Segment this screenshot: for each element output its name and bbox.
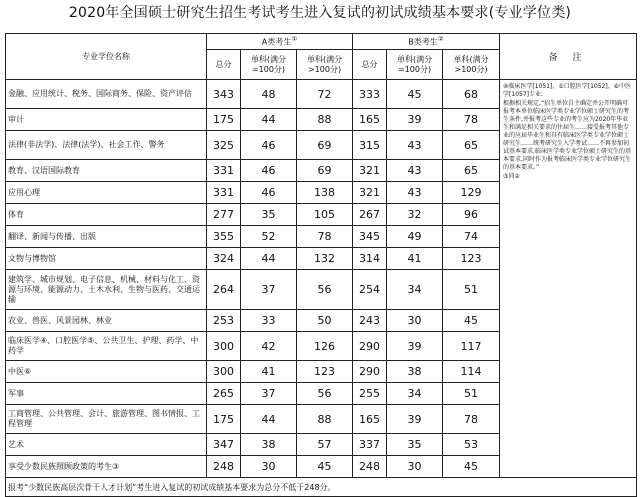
b-total-cell: 165 [353, 405, 387, 434]
a-total-header: 总分 [207, 50, 241, 80]
a-total-cell: 300 [207, 332, 241, 361]
a-total-cell: 347 [207, 434, 241, 456]
group-a-header: A类考生① [207, 34, 353, 50]
b-single-100-cell: 35 [387, 434, 443, 456]
b-single-100-header: 单科(满分=100分) [387, 50, 443, 80]
group-b-header: B类考生② [353, 34, 500, 50]
b-single-100-cell: 32 [387, 204, 443, 226]
b-single-gt100-cell: 78 [443, 109, 500, 131]
b-single-100-cell: 43 [387, 131, 443, 160]
a-total-cell: 300 [207, 361, 241, 383]
a-single-gt100-cell: 138 [297, 182, 353, 204]
subject-cell: 建筑学、城市规划、电子信息、机械、材料与化工、资源与环境、能源动力、土木水利、生物与医药、交通运输 [6, 270, 207, 310]
subject-cell: 艺术 [6, 434, 207, 456]
b-single-gt100-cell: 45 [443, 456, 500, 478]
b-single-100-cell: 43 [387, 182, 443, 204]
b-total-cell: 290 [353, 332, 387, 361]
a-single-100-header: 单科(满分=100分) [241, 50, 297, 80]
a-single-gt100-cell: 69 [297, 160, 353, 182]
a-single-100-cell: 38 [241, 434, 297, 456]
b-total-cell: 314 [353, 248, 387, 270]
subject-cell: 中医⑥ [6, 361, 207, 383]
a-single-gt100-cell: 72 [297, 80, 353, 109]
subject-cell: 享受少数民族照顾政策的考生③ [6, 456, 207, 478]
a-total-cell: 355 [207, 226, 241, 248]
a-total-cell: 265 [207, 383, 241, 405]
b-total-cell: 254 [353, 270, 387, 310]
b-single-gt100-cell: 123 [443, 248, 500, 270]
b-single-gt100-cell: 65 [443, 131, 500, 160]
a-single-100-cell: 33 [241, 310, 297, 332]
subject-cell: 军事 [6, 383, 207, 405]
b-single-100-cell: 30 [387, 456, 443, 478]
a-single-100-cell: 46 [241, 182, 297, 204]
b-single-gt100-cell: 53 [443, 434, 500, 456]
b-single-gt100-cell: 114 [443, 361, 500, 383]
footnote: 报考“少数民族高层次骨干人才计划”考生进入复试的初试成绩基本要求为总分不低于248分。 [6, 478, 637, 497]
a-single-100-cell: 37 [241, 383, 297, 405]
a-single-100-cell: 35 [241, 204, 297, 226]
a-total-cell: 325 [207, 131, 241, 160]
b-single-gt100-cell: 51 [443, 383, 500, 405]
a-single-100-cell: 37 [241, 270, 297, 310]
subject-cell: 翻译、新闻与传播、出版 [6, 226, 207, 248]
b-total-cell: 165 [353, 109, 387, 131]
b-single-gt100-cell: 51 [443, 270, 500, 310]
b-total-cell: 315 [353, 131, 387, 160]
note-line: 根据相关规定,“招生单位自主确定并公开明确可报考本单位临床医学类专业学位硕士研究生的考生条件,并报考这些专业的考生应为2020年毕业生和满足相关要求的往届生……接受报考其他专业的应届毕业生和具有临床医学类专业学位硕士研究生……统考研究生入学考试……不再参加初试基本要求,临床医学类专业学位硕士研究生的基本要求,同时作为报考临床医学类专业学位研究生的基本要求。” [503, 100, 631, 171]
b-total-header: 总分 [353, 50, 387, 80]
b-single-gt100-cell: 96 [443, 204, 500, 226]
b-total-cell: 290 [353, 361, 387, 383]
subject-cell: 教育、汉语国际教育 [6, 160, 207, 182]
a-single-100-cell: 52 [241, 226, 297, 248]
a-total-cell: 264 [207, 270, 241, 310]
b-single-gt100-cell: 68 [443, 80, 500, 109]
a-total-cell: 277 [207, 204, 241, 226]
b-single-gt100-cell: 117 [443, 332, 500, 361]
a-single-gt100-cell: 50 [297, 310, 353, 332]
subject-cell: 体育 [6, 204, 207, 226]
b-single-100-cell: 45 [387, 80, 443, 109]
subject-cell: 农业、兽医、风景园林、林业 [6, 310, 207, 332]
subject-cell: 临床医学④、口腔医学⑤、公共卫生、护理、药学、中药学 [6, 332, 207, 361]
a-total-cell: 324 [207, 248, 241, 270]
subject-cell: 应用心理 [6, 182, 207, 204]
a-single-100-cell: 46 [241, 131, 297, 160]
b-single-100-cell: 39 [387, 405, 443, 434]
footnote-row [6, 478, 637, 497]
b-single-100-cell: 41 [387, 248, 443, 270]
a-total-cell: 248 [207, 456, 241, 478]
b-single-100-cell: 49 [387, 226, 443, 248]
note-line: ③同② [503, 173, 520, 180]
a-single-100-cell: 41 [241, 361, 297, 383]
a-total-cell: 331 [207, 160, 241, 182]
a-total-cell: 175 [207, 405, 241, 434]
b-single-100-cell: 30 [387, 310, 443, 332]
a-total-cell: 175 [207, 109, 241, 131]
a-single-gt100-cell: 88 [297, 405, 353, 434]
a-single-100-cell: 30 [241, 456, 297, 478]
b-single-gt100-cell: 65 [443, 160, 500, 182]
a-single-gt100-cell: 78 [297, 226, 353, 248]
a-single-100-cell: 44 [241, 248, 297, 270]
subject-header: 专业学位名称 [6, 34, 207, 80]
a-single-100-cell: 44 [241, 405, 297, 434]
subject-cell: 文物与博物馆 [6, 248, 207, 270]
a-single-gt100-cell: 123 [297, 361, 353, 383]
b-single-gt100-cell: 129 [443, 182, 500, 204]
b-single-100-cell: 34 [387, 270, 443, 310]
b-total-cell: 345 [353, 226, 387, 248]
a-single-gt100-cell: 69 [297, 131, 353, 160]
b-single-gt100-header: 单科(满分>100分) [443, 50, 500, 80]
b-total-cell: 248 [353, 456, 387, 478]
b-total-cell: 243 [353, 310, 387, 332]
subject-cell: 工商管理、公共管理、会计、旅游管理、图书情报、工程管理 [6, 405, 207, 434]
b-single-100-cell: 39 [387, 332, 443, 361]
subject-cell: 审计 [6, 109, 207, 131]
b-single-100-cell: 43 [387, 160, 443, 182]
a-single-gt100-cell: 88 [297, 109, 353, 131]
a-single-100-cell: 46 [241, 160, 297, 182]
notes-header: 备 注 [500, 34, 637, 80]
b-single-100-cell: 34 [387, 383, 443, 405]
a-total-cell: 331 [207, 182, 241, 204]
a-single-gt100-cell: 45 [297, 456, 353, 478]
b-single-100-cell: 39 [387, 109, 443, 131]
note-line: ④临床医学[1051]、⑤口腔医学[1052]、⑥中医学[1057]专业: [503, 83, 632, 98]
b-single-gt100-cell: 74 [443, 226, 500, 248]
a-single-gt100-cell: 56 [297, 383, 353, 405]
a-single-gt100-cell: 132 [297, 248, 353, 270]
b-single-gt100-cell: 45 [443, 310, 500, 332]
a-single-100-cell: 42 [241, 332, 297, 361]
a-single-gt100-cell: 57 [297, 434, 353, 456]
b-total-cell: 333 [353, 80, 387, 109]
b-total-cell: 321 [353, 182, 387, 204]
subject-cell: 金融、应用统计、税务、国际商务、保险、资产评估 [6, 80, 207, 109]
b-single-100-cell: 38 [387, 361, 443, 383]
subject-cell: 法律(非法学)、法律(法学)、社会工作、警务 [6, 131, 207, 160]
table-row [6, 80, 637, 109]
b-total-cell: 337 [353, 434, 387, 456]
a-single-gt100-cell: 105 [297, 204, 353, 226]
b-total-cell: 267 [353, 204, 387, 226]
a-single-100-cell: 48 [241, 80, 297, 109]
notes-cell [500, 80, 637, 478]
b-total-cell: 321 [353, 160, 387, 182]
a-total-cell: 253 [207, 310, 241, 332]
b-single-gt100-cell: 78 [443, 405, 500, 434]
a-single-gt100-cell: 126 [297, 332, 353, 361]
a-single-gt100-cell: 56 [297, 270, 353, 310]
a-total-cell: 343 [207, 80, 241, 109]
a-single-100-cell: 44 [241, 109, 297, 131]
page-title: 2020年全国硕士研究生招生考试考生进入复试的初试成绩基本要求(专业学位类) [68, 5, 572, 21]
a-single-gt100-header: 单科(满分>100分) [297, 50, 353, 80]
b-total-cell: 255 [353, 383, 387, 405]
score-table [5, 33, 637, 497]
